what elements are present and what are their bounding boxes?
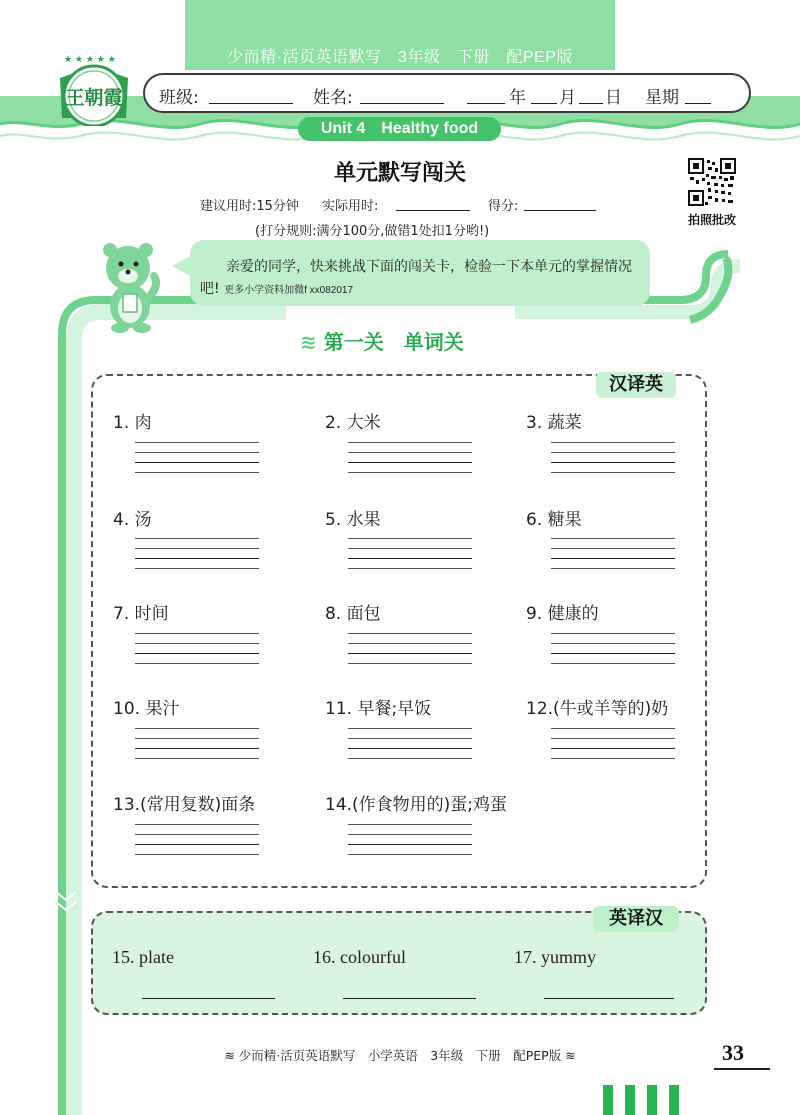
bubble-note: 更多小学资料加微f xx082017 [224, 285, 354, 296]
bubble-tail-icon [172, 254, 194, 278]
timing-row [200, 195, 620, 215]
grid-line [348, 758, 472, 759]
level-heading [300, 326, 510, 354]
bubble-message [200, 256, 640, 302]
grid-line [348, 472, 472, 473]
unit-label: Unit 4 Healthy food [298, 117, 501, 141]
grid-line [348, 834, 472, 835]
qr-label: 拍照批改 [687, 213, 736, 227]
word-item-8: 8. 面包 [325, 604, 381, 624]
qr-code-icon[interactable] [688, 158, 736, 206]
day-input-line[interactable] [579, 103, 603, 104]
word-item-6: 6. 糖果 [526, 510, 582, 530]
footer-bar [625, 1085, 635, 1115]
grid-line [135, 442, 259, 443]
word-item-10: 10. 果汁 [113, 699, 180, 719]
word-item-14: 14.(作食物用的)蛋;鸡蛋 [325, 795, 508, 815]
grid-line [135, 462, 259, 463]
grid-line [551, 558, 675, 559]
score-line[interactable] [524, 210, 596, 211]
grid-line [551, 653, 675, 654]
grid-line [348, 442, 472, 443]
grid-line [135, 834, 259, 835]
grid-line [135, 738, 259, 739]
grid-line [551, 568, 675, 569]
grid-line [348, 824, 472, 825]
name-input-line[interactable] [360, 103, 444, 104]
grid-line [551, 633, 675, 634]
year-label: 年 [509, 88, 526, 108]
grid-line [348, 653, 472, 654]
word-item-1: 1. 肉 [113, 413, 152, 433]
actual-time-label: 实际用时: [322, 199, 379, 214]
page-title: 单元默写闯关 [333, 161, 466, 186]
grid-line [551, 538, 675, 539]
footer-bar [647, 1085, 657, 1115]
class-input-line[interactable] [209, 103, 293, 104]
name-label: 姓名: [313, 88, 353, 108]
grid-line [135, 633, 259, 634]
word-item-12: 12.(牛或羊等的)奶 [526, 699, 669, 719]
score-label: 得分: [488, 199, 519, 214]
grid-line [135, 643, 259, 644]
grid-line [348, 728, 472, 729]
grid-line [551, 728, 675, 729]
word-item-13: 13.(常用复数)面条 [113, 795, 256, 815]
grid-line [135, 663, 259, 664]
grid-line [348, 633, 472, 634]
grid-line [348, 854, 472, 855]
grid-line [135, 653, 259, 654]
grid-line [348, 568, 472, 569]
grid-line [551, 452, 675, 453]
svg-text:★ ★ ★ ★ ★: ★ ★ ★ ★ ★ [64, 56, 116, 65]
word-item-5: 5. 水果 [325, 510, 381, 530]
actual-time-line[interactable] [396, 210, 470, 211]
en-item-17: 17. yummy [514, 947, 597, 967]
grid-line [551, 472, 675, 473]
grid-line [135, 824, 259, 825]
grid-line [135, 558, 259, 559]
bubble-text: 亲爱的同学，快来挑战下面的闯关卡，检验一下本单元的掌握情况吧! [200, 259, 632, 297]
footer-bar [603, 1085, 613, 1115]
footer-bar [669, 1085, 679, 1115]
grid-line [135, 472, 259, 473]
grid-line [348, 548, 472, 549]
day-label: 日 [605, 88, 622, 108]
footer-rule [714, 1068, 770, 1070]
section1-badge: 汉译英 [596, 372, 676, 398]
grid-line [551, 748, 675, 749]
grid-line [135, 538, 259, 539]
grid-line [551, 738, 675, 739]
grid-line [135, 844, 259, 845]
level-heading-text: 第一关 单词关 [323, 330, 464, 354]
student-info-box [143, 73, 751, 113]
grid-line [551, 663, 675, 664]
answer-line-15[interactable] [142, 998, 275, 999]
grid-line [348, 643, 472, 644]
word-item-11: 11. 早餐;早饭 [325, 699, 432, 719]
page-number: 33 [722, 1040, 744, 1065]
word-item-9: 9. 健康的 [526, 604, 599, 624]
grid-line [135, 748, 259, 749]
section2-badge: 英译汉 [593, 906, 679, 932]
footer-text: ≋ 少而精·活页英语默写 小学英语 3年级 下册 配PEP版 ≋ [224, 1048, 576, 1063]
class-label: 班级: [159, 88, 199, 108]
grid-line [551, 758, 675, 759]
weekday-input-line[interactable] [685, 103, 711, 104]
brand-logo [46, 56, 142, 126]
grid-line [348, 748, 472, 749]
grid-line [348, 558, 472, 559]
word-item-2: 2. 大米 [325, 413, 381, 433]
scoring-rules: (打分规则:满分100分,做错1处扣1分哟!) [255, 224, 490, 239]
grid-line [348, 462, 472, 463]
word-item-7: 7. 时间 [113, 604, 169, 624]
answer-line-17[interactable] [544, 998, 674, 999]
grid-line [135, 758, 259, 759]
grid-line [551, 548, 675, 549]
grid-line [551, 643, 675, 644]
grid-line [135, 568, 259, 569]
grid-line [348, 844, 472, 845]
grid-line [135, 548, 259, 549]
series-title: 少而精·活页英语默写 3年级 下册 配PEP版 [227, 49, 573, 66]
month-label: 月 [559, 88, 576, 108]
grid-line [135, 854, 259, 855]
wave-icon: ≋ [300, 330, 317, 354]
grid-line [551, 462, 675, 463]
year-input-line[interactable] [467, 103, 505, 104]
suggested-time: 建议用时:15分钟 [200, 199, 299, 214]
logo-text: 王朝霞 [65, 87, 123, 109]
word-item-3: 3. 蔬菜 [526, 413, 582, 433]
weekday-label: 星期 [645, 88, 679, 108]
grid-line [348, 663, 472, 664]
word-item-4: 4. 汤 [113, 510, 152, 530]
en-item-16: 16. colourful [313, 947, 406, 967]
answer-line-16[interactable] [343, 998, 476, 999]
grid-line [551, 442, 675, 443]
grid-line [348, 452, 472, 453]
grid-line [348, 738, 472, 739]
grid-line [348, 538, 472, 539]
grid-line [135, 728, 259, 729]
grid-line [135, 452, 259, 453]
en-item-15: 15. plate [112, 947, 174, 967]
bear-mascot-icon [90, 238, 168, 334]
month-input-line[interactable] [531, 103, 557, 104]
